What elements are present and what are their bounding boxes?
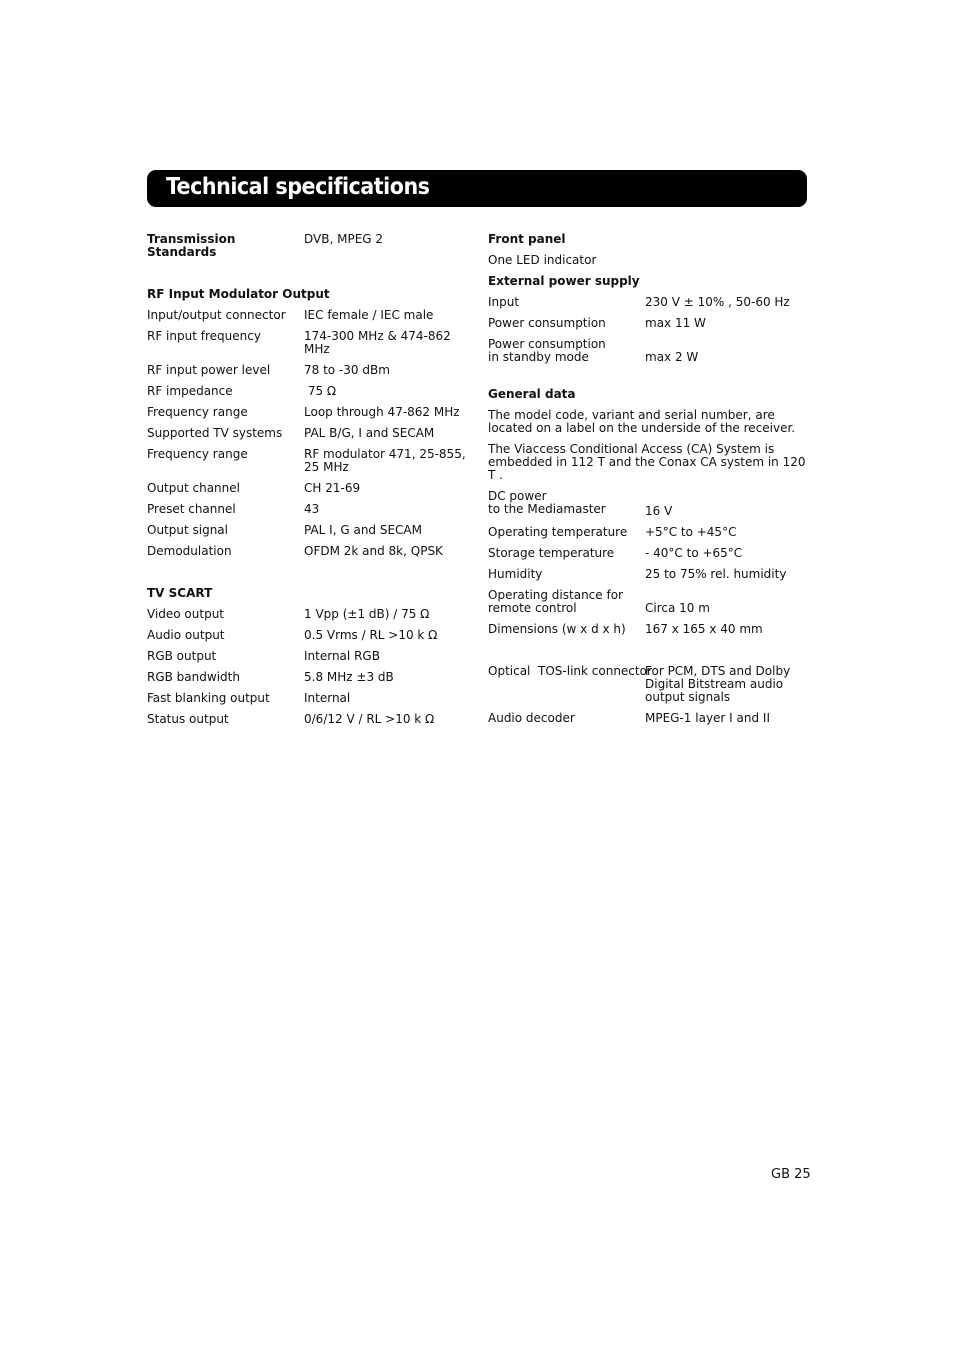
spec-value: PAL I, G and SECAM: [304, 523, 422, 537]
spec-value: PAL B/G, I and SECAM: [304, 426, 435, 440]
spec-value: 1 Vpp (±1 dB) / 75 Ω: [304, 607, 430, 621]
front-panel-text: One LED indicator: [488, 253, 597, 267]
spec-value: IEC female / IEC male: [304, 308, 434, 322]
spec-row: [147, 427, 467, 440]
spec-value: max 2 W: [645, 350, 699, 364]
spec-label: Status output: [147, 712, 229, 726]
spec-row: [488, 712, 808, 725]
general-paragraph-2: The Viaccess Conditional Access (CA) System is embedded in 112 T and the Conax CA system in 120 T .: [488, 442, 806, 482]
spec-value: 174-300 MHz & 474-862 MHz: [304, 329, 451, 356]
spec-label: Optical TOS-link connector: [488, 664, 652, 678]
spec-label: Output channel: [147, 481, 240, 495]
spec-value: MPEG-1 layer I and II: [645, 711, 770, 725]
spec-label: Storage temperature: [488, 546, 615, 560]
spec-value: Loop through 47-862 MHz: [304, 405, 460, 419]
spec-row: [147, 330, 467, 356]
spec-label: Dimensions (w x d x h): [488, 622, 626, 636]
spec-row: [488, 526, 808, 539]
scart-spec-list: [147, 608, 467, 726]
spec-row: [488, 665, 808, 704]
spec-value: Internal: [304, 691, 351, 705]
spec-label: Audio output: [147, 628, 225, 642]
spec-label: RGB bandwidth: [147, 670, 240, 684]
spec-row: [488, 317, 808, 330]
spec-row: [147, 482, 467, 495]
spec-label: Demodulation: [147, 544, 232, 558]
spec-row: [147, 364, 467, 377]
spec-row: [147, 406, 467, 419]
spec-label: Preset channel: [147, 502, 236, 516]
spec-label: Frequency range: [147, 405, 248, 419]
spec-label: RF input frequency: [147, 329, 261, 343]
spec-value: Circa 10 m: [645, 601, 710, 615]
spec-value: 0/6/12 V / RL >10 k Ω: [304, 712, 435, 726]
spec-row: [488, 296, 808, 309]
spec-row: [147, 524, 467, 537]
spec-label: Transmission Standards: [147, 232, 236, 259]
section-heading-front-panel: Front panel: [488, 232, 566, 246]
spec-row: [147, 671, 467, 684]
spec-label: Frequency range: [147, 447, 248, 461]
page-title: Technical specifications: [166, 174, 430, 200]
spec-label: Operating distance for remote control: [488, 588, 623, 615]
section-heading-general: General data: [488, 387, 576, 401]
spec-label: DC power to the Mediamaster: [488, 489, 606, 516]
spec-label: Input/output connector: [147, 308, 286, 322]
spec-row: [147, 503, 467, 516]
spec-row: [147, 650, 467, 663]
spec-value: 78 to -30 dBm: [304, 363, 390, 377]
spec-value: CH 21-69: [304, 481, 361, 495]
spec-value: 0.5 Vrms / RL >10 k Ω: [304, 628, 438, 642]
title-bar: [147, 170, 807, 207]
spec-label: Fast blanking output: [147, 691, 270, 705]
spec-label: Input: [488, 295, 520, 309]
spec-value: max 11 W: [645, 316, 706, 330]
spec-row: [488, 490, 808, 516]
spec-value: 230 V ± 10% , 50-60 Hz: [645, 295, 790, 309]
audio-spec-list: [488, 665, 808, 725]
spec-value: 167 x 165 x 40 mm: [645, 622, 763, 636]
power-spec-list: [488, 296, 808, 364]
spec-label: RF input power level: [147, 363, 271, 377]
spec-label: Output signal: [147, 523, 228, 537]
spec-value: 16 V: [645, 504, 673, 518]
spec-row: [147, 713, 467, 726]
spec-label: Power consumption in standby mode: [488, 337, 606, 364]
right-column: [488, 233, 808, 725]
spec-value: For PCM, DTS and Dolby Digital Bitstream audio output signals: [645, 664, 791, 704]
spec-value: - 40°C to +65°C: [645, 546, 743, 560]
spec-value: 25 to 75% rel. humidity: [645, 567, 787, 581]
spec-label: Video output: [147, 607, 225, 621]
spec-label: Audio decoder: [488, 711, 575, 725]
spec-label: Power consumption: [488, 316, 606, 330]
spec-value: Internal RGB: [304, 649, 380, 663]
section-heading-scart: TV SCART: [147, 586, 213, 600]
spec-row: [147, 448, 467, 474]
spec-row: [488, 589, 808, 615]
spec-value: 75 Ω: [304, 384, 337, 398]
spec-row: [488, 547, 808, 560]
general-paragraph-1: The model code, variant and serial number, are located on a label on the underside of the receiver.: [488, 408, 796, 435]
spec-row: [147, 309, 467, 322]
general-spec-list: [488, 490, 808, 636]
spec-label: Supported TV systems: [147, 426, 283, 440]
spec-value: DVB, MPEG 2: [304, 232, 384, 246]
spec-value: 5.8 MHz ±3 dB: [304, 670, 394, 684]
spec-row: [488, 623, 808, 636]
spec-row: [147, 692, 467, 705]
spec-row: [147, 608, 467, 621]
section-heading-power: External power supply: [488, 274, 640, 288]
spec-row-transmission: [147, 233, 467, 259]
spec-value: +5°C to +45°C: [645, 525, 737, 539]
spec-value: OFDM 2k and 8k, QPSK: [304, 544, 443, 558]
left-column: [147, 233, 467, 726]
spec-row: [147, 385, 467, 398]
spec-value: RF modulator 471, 25-855, 25 MHz: [304, 447, 466, 474]
spec-label: Operating temperature: [488, 525, 628, 539]
rf-spec-list: [147, 309, 467, 558]
spec-row: [147, 545, 467, 558]
page-number: GB 25: [771, 1167, 811, 1182]
spec-label: Humidity: [488, 567, 543, 581]
spec-label: RGB output: [147, 649, 217, 663]
spec-value: 43: [304, 502, 320, 516]
spec-row: [488, 338, 808, 364]
spec-label: RF impedance: [147, 384, 233, 398]
section-heading-rf: RF Input Modulator Output: [147, 287, 330, 301]
spec-row: [488, 568, 808, 581]
spec-row: [147, 629, 467, 642]
